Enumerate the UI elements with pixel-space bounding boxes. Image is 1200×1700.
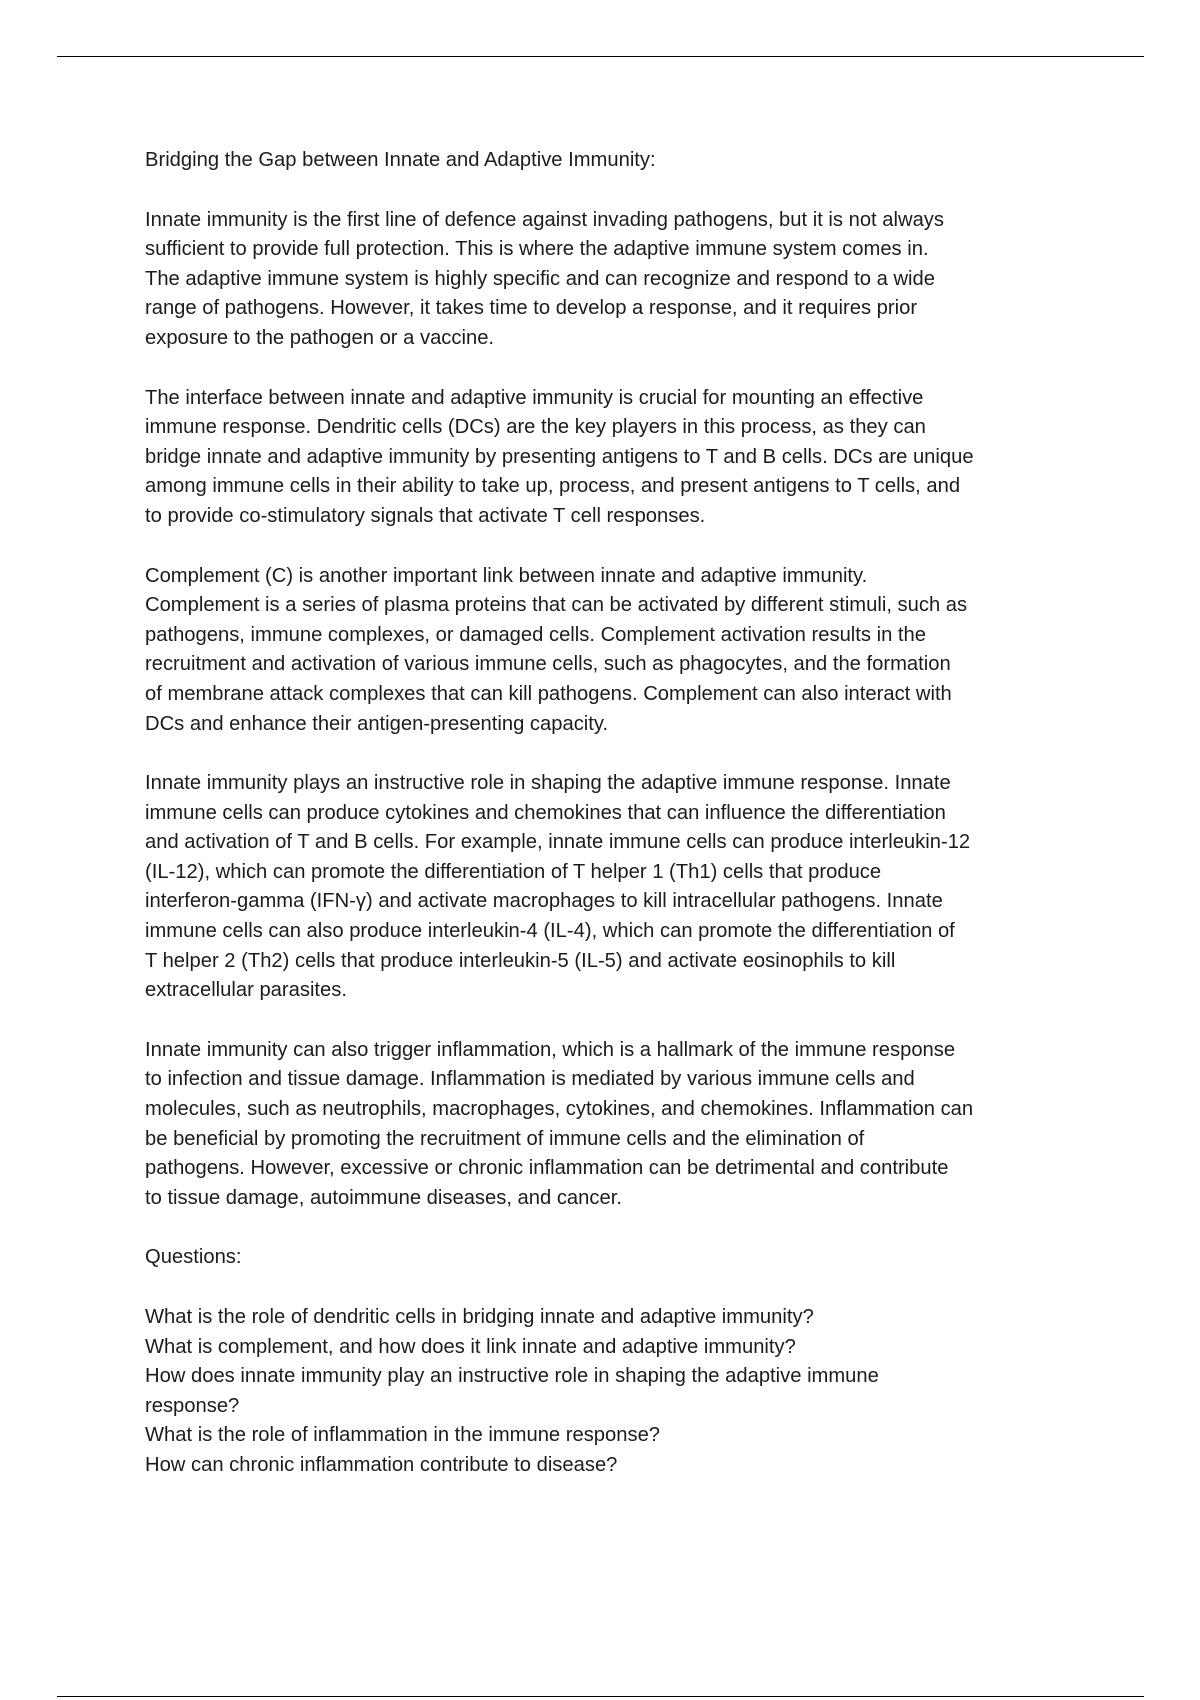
question-item: How can chronic inflammation contribute to disease? [145,1453,618,1476]
question-item: How does innate immunity play an instructive role in shaping the adaptive immune [145,1365,879,1388]
paragraph-line: immune cells can also produce interleukin-4 (IL-4), which can promote the differentiation of [145,920,955,943]
paragraph-line: T helper 2 (Th2) cells that produce interleukin-5 (IL-5) and activate eosinophils to kill [145,949,896,972]
paragraph-line: Complement is a series of plasma proteins that can be activated by different stimuli, such as [145,594,968,617]
paragraph-line: and activation of T and B cells. For example, innate immune cells can produce interleukin-12 [145,831,971,854]
paragraph-line: to tissue damage, autoimmune diseases, and cancer. [145,1186,622,1209]
paragraph-line: DCs and enhance their antigen-presenting capacity. [145,712,609,735]
question-item: What is the role of inflammation in the immune response? [145,1424,661,1447]
bottom-rule [57,1696,1144,1697]
paragraph-line: (IL-12), which can promote the differentiation of T helper 1 (Th1) cells that produce [145,860,882,883]
question-item: What is complement, and how does it link innate and adaptive immunity? [145,1335,796,1358]
paragraph-line: among immune cells in their ability to take up, process, and present antigens to T cells, and [145,475,961,498]
paragraph-line: immune response. Dendritic cells (DCs) are the key players in this process, as they can [145,416,926,439]
paragraph-line: recruitment and activation of various immune cells, such as phagocytes, and the formation [145,653,951,676]
paragraph-line: immune cells can produce cytokines and chemokines that can influence the differentiation [145,801,946,824]
paragraph-line: range of pathogens. However, it takes time to develop a response, and it requires prior [145,297,918,320]
paragraph-line: be beneficial by promoting the recruitment of immune cells and the elimination of [145,1127,865,1150]
paragraph-line: Innate immunity plays an instructive role in shaping the adaptive immune response. Innate [145,772,951,795]
paragraph-line: molecules, such as neutrophils, macrophages, cytokines, and chemokines. Inflammation can [145,1098,974,1121]
paragraph-line: to provide co-stimulatory signals that activate T cell responses. [145,504,706,527]
paragraph-line: Complement (C) is another important link between innate and adaptive immunity. [145,564,868,587]
document-body [145,146,1065,1511]
paragraph-5 [145,1036,1065,1214]
top-rule [57,56,1144,57]
paragraph-1 [145,206,1065,354]
questions-heading: Questions: [145,1246,242,1269]
paragraph-line: pathogens. However, excessive or chronic inflammation can be detrimental and contribute [145,1157,949,1180]
paragraph-2 [145,384,1065,532]
paragraph-line: Innate immunity can also trigger inflammation, which is a hallmark of the immune response [145,1038,956,1061]
paragraph-3 [145,562,1065,740]
paragraph-line: bridge innate and adaptive immunity by presenting antigens to T and B cells. DCs are unique [145,445,974,468]
paragraph-line: of membrane attack complexes that can kill pathogens. Complement can also interact with [145,682,952,705]
document-title: Bridging the Gap between Innate and Adaptive Immunity: [145,149,656,171]
paragraph-line: extracellular parasites. [145,979,347,1002]
paragraph-line: Innate immunity is the first line of defence against invading pathogens, but it is not always [145,208,944,231]
question-item: response? [145,1394,240,1417]
question-item: What is the role of dendritic cells in bridging innate and adaptive immunity? [145,1306,814,1328]
paragraph-line: pathogens, immune complexes, or damaged cells. Complement activation results in the [145,623,926,646]
paragraph-line: sufficient to provide full protection. This is where the adaptive immune system comes in. [145,238,929,261]
paragraph-line: interferon-gamma (IFN-γ) and activate macrophages to kill intracellular pathogens. Innate [145,890,943,913]
paragraph-line: The interface between innate and adaptive immunity is crucial for mounting an effective [145,386,924,409]
paragraph-4 [145,769,1065,1006]
paragraph-line: to infection and tissue damage. Inflammation is mediated by various immune cells and [145,1068,915,1091]
paragraph-line: The adaptive immune system is highly specific and can recognize and respond to a wide [145,267,935,290]
questions-list [145,1303,1065,1481]
paragraph-line: exposure to the pathogen or a vaccine. [145,326,495,349]
